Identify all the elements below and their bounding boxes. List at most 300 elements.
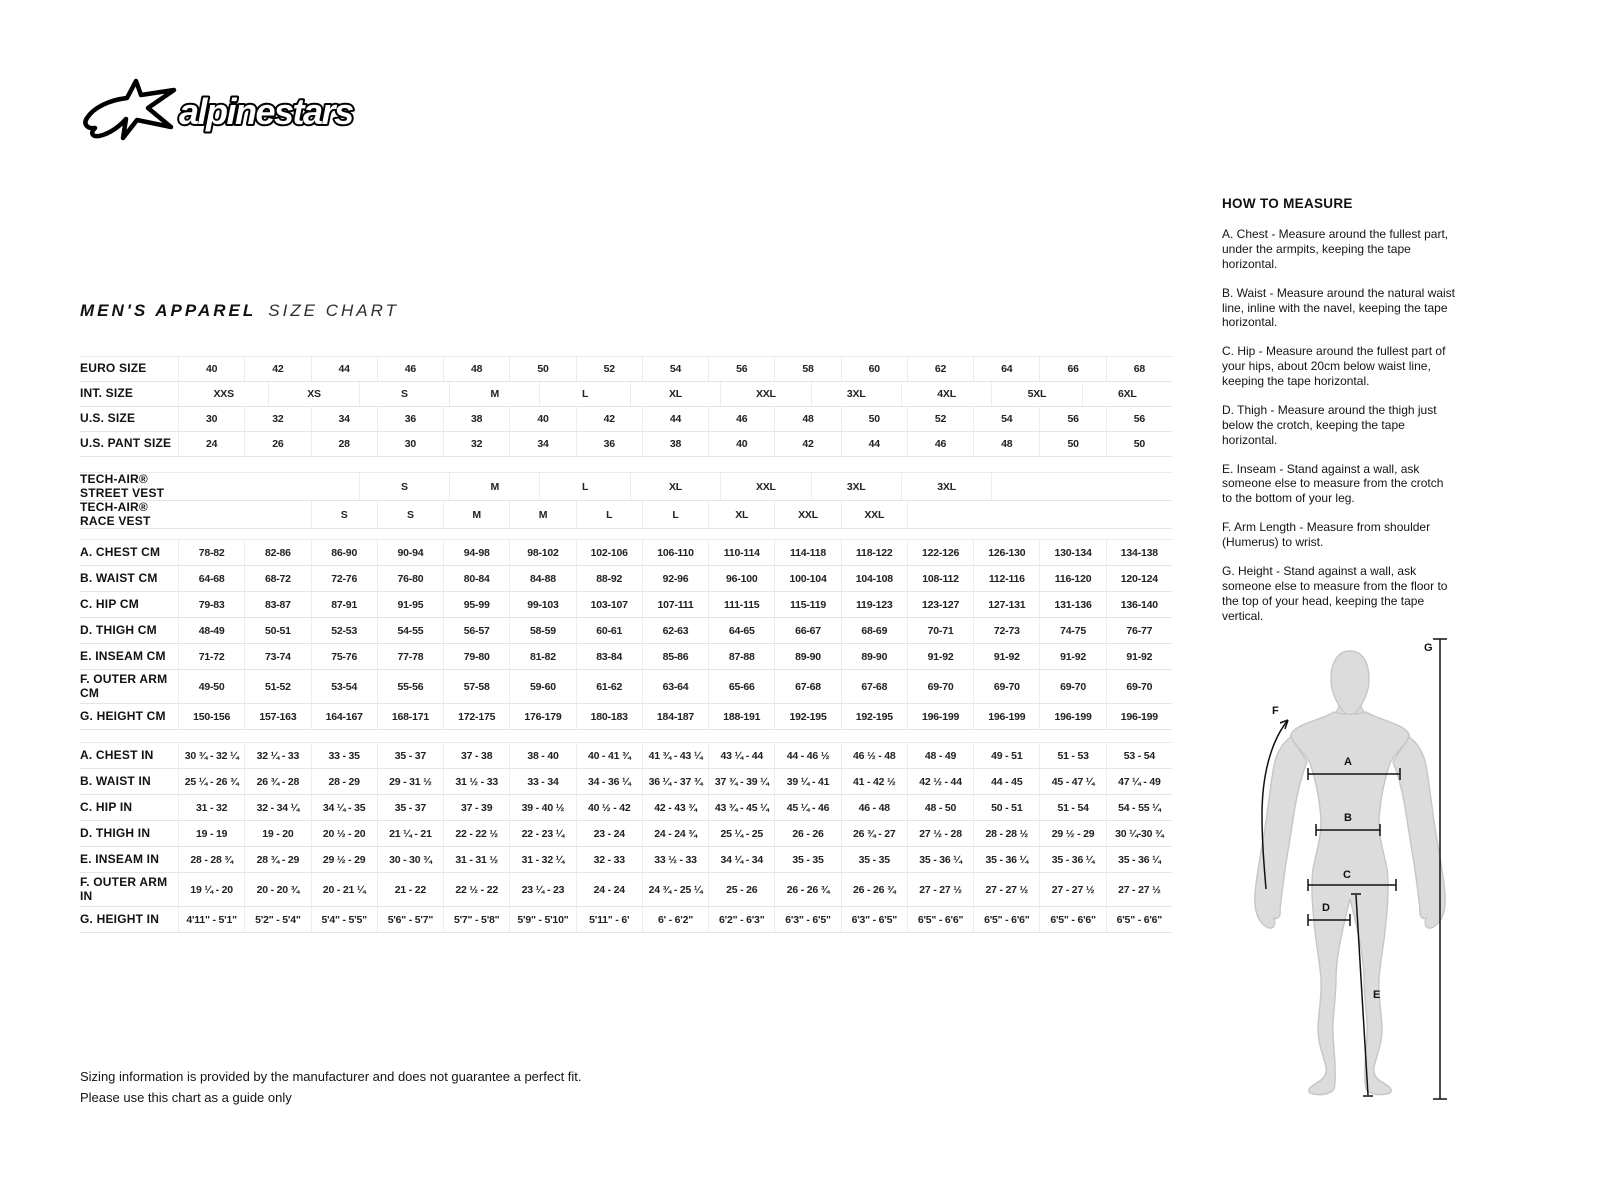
table-row-outer-arm-in: [80, 873, 1172, 907]
size-block: [80, 356, 1172, 457]
size-cell: 82-86: [244, 540, 310, 565]
in-measurements-block: [80, 742, 1172, 933]
size-cell: 43 ¼ - 44: [708, 743, 774, 768]
size-cell: 56: [1039, 407, 1105, 431]
size-cell: 68-72: [244, 566, 310, 591]
size-cell: 56: [1106, 407, 1172, 431]
row-label: D. THIGH IN: [80, 825, 151, 840]
size-cell: [1082, 473, 1172, 500]
size-cell: 51 - 53: [1039, 743, 1105, 768]
size-cell: 180-183: [576, 704, 642, 729]
alpinestars-logo: [82, 78, 367, 147]
size-cell: 53 - 54: [1106, 743, 1172, 768]
size-cell: 26 ¾ - 28: [244, 769, 310, 794]
size-cell: 30: [377, 432, 443, 456]
table-row-thigh-cm: [80, 618, 1172, 644]
size-cell: 96-100: [708, 566, 774, 591]
size-cell: 38: [642, 432, 708, 456]
size-cell: 26 - 26: [774, 821, 840, 846]
size-cell: 30 ¼-30 ¾: [1106, 821, 1172, 846]
size-cell: 87-88: [708, 644, 774, 669]
size-cell: 30 ¾ - 32 ¼: [178, 743, 244, 768]
size-cell: 136-140: [1106, 592, 1172, 617]
measure-instruction-chest: A. Chest - Measure around the fullest part, under the armpits, keeping the tape horizontal.: [1222, 227, 1449, 271]
size-cell: 192-195: [774, 704, 840, 729]
size-cell: 25 ¼ - 25: [708, 821, 774, 846]
size-cell: [244, 501, 310, 528]
size-cell: 36 ¼ - 37 ¾: [642, 769, 708, 794]
size-cell: 28 - 28 ¾: [178, 847, 244, 872]
size-cell: 35 - 37: [377, 743, 443, 768]
size-cell: 83-87: [244, 592, 310, 617]
size-cell: 5'7" - 5'8": [443, 907, 509, 932]
alpinestars-logo-text: alpinestars: [179, 91, 353, 132]
size-cell: 31 - 31 ½: [443, 847, 509, 872]
measure-instruction-inseam: E. Inseam - Stand against a wall, ask someone else to measure from the crotch to the bottom of your leg.: [1222, 461, 1444, 506]
size-cell: 28 ¾ - 29: [244, 847, 310, 872]
size-cell: 40 - 41 ¾: [576, 743, 642, 768]
size-cell: 32: [244, 407, 310, 431]
size-cell: 71-72: [178, 644, 244, 669]
size-cell: XS: [268, 382, 358, 406]
size-cell: 114-118: [774, 540, 840, 565]
size-cell: 196-199: [1106, 704, 1172, 729]
row-label: G. HEIGHT CM: [80, 708, 166, 723]
size-cell: S: [359, 382, 449, 406]
size-cell: XL: [630, 382, 720, 406]
size-cell: 92-96: [642, 566, 708, 591]
size-cell: 119-123: [841, 592, 907, 617]
size-cell: 35 - 36 ¼: [1039, 847, 1105, 872]
size-cell: 46: [907, 432, 973, 456]
size-cell: 56-57: [443, 618, 509, 643]
size-cell: 27 - 27 ½: [1106, 873, 1172, 906]
size-cell: 99-103: [509, 592, 575, 617]
measurement-figure: [1228, 623, 1458, 1113]
size-cell: 53-54: [311, 670, 377, 703]
size-cell: 3XL: [811, 382, 901, 406]
size-cell: XXL: [720, 382, 810, 406]
size-cell: 29 ½ - 29: [311, 847, 377, 872]
size-cell: S: [311, 501, 377, 528]
size-cell: 67-68: [841, 670, 907, 703]
size-cell: 59-60: [509, 670, 575, 703]
size-cell: 150-156: [178, 704, 244, 729]
size-cell: 62: [907, 357, 973, 381]
size-cell: 32 ¼ - 33: [244, 743, 310, 768]
size-cell: 4'11" - 5'1": [178, 907, 244, 932]
size-cell: 51-52: [244, 670, 310, 703]
size-cell: [1106, 501, 1172, 528]
size-cell: 192-195: [841, 704, 907, 729]
size-cell: M: [509, 501, 575, 528]
size-cell: S: [377, 501, 443, 528]
size-cell: L: [539, 382, 629, 406]
size-cell: 83-84: [576, 644, 642, 669]
size-cell: 54: [973, 407, 1039, 431]
size-cell: 35 - 35: [774, 847, 840, 872]
size-cell: 24 ¾ - 25 ¼: [642, 873, 708, 906]
size-cell: 196-199: [973, 704, 1039, 729]
size-cell: 34: [509, 432, 575, 456]
size-cell: 64: [973, 357, 1039, 381]
size-cell: 24 - 24: [576, 873, 642, 906]
size-cell: 38: [443, 407, 509, 431]
size-cell: 58-59: [509, 618, 575, 643]
size-cell: 42: [244, 357, 310, 381]
size-cell: 48 - 50: [907, 795, 973, 820]
size-cell: 29 - 31 ½: [377, 769, 443, 794]
size-cell: 31 - 32 ¼: [509, 847, 575, 872]
size-cell: 38 - 40: [509, 743, 575, 768]
page-title: [80, 301, 399, 321]
size-cell: 24: [178, 432, 244, 456]
size-cell: 63-64: [642, 670, 708, 703]
size-cell: 66-67: [774, 618, 840, 643]
size-cell: 172-175: [443, 704, 509, 729]
size-cell: 91-92: [973, 644, 1039, 669]
size-cell: 157-163: [244, 704, 310, 729]
size-cell: 50: [1039, 432, 1105, 456]
size-cell: 88-92: [576, 566, 642, 591]
figure-label-waist: B: [1344, 812, 1352, 824]
size-cell: 20 - 20 ¾: [244, 873, 310, 906]
row-label: F. OUTER ARM IN: [80, 875, 168, 903]
size-cell: 20 ½ - 20: [311, 821, 377, 846]
size-cell: 81-82: [509, 644, 575, 669]
size-cell: 70-71: [907, 618, 973, 643]
size-cell: [178, 501, 244, 528]
size-cell: 40: [178, 357, 244, 381]
size-cell: 27 - 27 ½: [1039, 873, 1105, 906]
size-cell: 35 - 36 ¼: [907, 847, 973, 872]
size-cell: 65-66: [708, 670, 774, 703]
row-label: TECH-AIR® STREET VEST: [80, 472, 165, 500]
size-cell: 52-53: [311, 618, 377, 643]
size-cell: 22 - 22 ½: [443, 821, 509, 846]
size-cell: XXL: [774, 501, 840, 528]
table-row-height-cm: [80, 704, 1172, 730]
row-label: EURO SIZE: [80, 361, 147, 376]
row-label: A. CHEST IN: [80, 747, 154, 762]
size-cell: XXS: [178, 382, 268, 406]
size-cell: 164-167: [311, 704, 377, 729]
size-cell: 72-73: [973, 618, 1039, 643]
size-cell: 84-88: [509, 566, 575, 591]
size-cell: 31 - 32: [178, 795, 244, 820]
tech-air-block: [80, 472, 1172, 529]
size-cell: 4XL: [901, 382, 991, 406]
size-cell: 104-108: [841, 566, 907, 591]
size-cell: 44 - 45: [973, 769, 1039, 794]
size-cell: 44: [642, 407, 708, 431]
size-cell: 6'3" - 6'5": [841, 907, 907, 932]
size-cell: 46: [377, 357, 443, 381]
table-row-waist-in: [80, 769, 1172, 795]
size-cell: 85-86: [642, 644, 708, 669]
size-cell: 196-199: [907, 704, 973, 729]
table-row-inseam-cm: [80, 644, 1172, 670]
size-chart-table: [80, 356, 1172, 933]
size-cell: 5XL: [991, 382, 1081, 406]
size-cell: [991, 473, 1081, 500]
size-cell: 90-94: [377, 540, 443, 565]
size-cell: 35 - 36 ¼: [1106, 847, 1172, 872]
size-cell: 72-76: [311, 566, 377, 591]
size-cell: [268, 473, 358, 500]
size-cell: XXL: [720, 473, 810, 500]
table-row-chest-cm: [80, 540, 1172, 566]
table-row-us-size: [80, 407, 1172, 432]
size-cell: 23 ¼ - 23: [509, 873, 575, 906]
size-cell: 6'5" - 6'6": [1106, 907, 1172, 932]
size-cell: 61-62: [576, 670, 642, 703]
row-label: U.S. SIZE: [80, 411, 136, 426]
size-cell: 42: [576, 407, 642, 431]
table-row-waist-cm: [80, 566, 1172, 592]
size-cell: 6'3" - 6'5": [774, 907, 840, 932]
size-cell: 69-70: [1106, 670, 1172, 703]
size-cell: 37 - 38: [443, 743, 509, 768]
size-cell: 56: [708, 357, 774, 381]
size-cell: 102-106: [576, 540, 642, 565]
row-label: B. WAIST IN: [80, 773, 151, 788]
size-cell: 39 ¼ - 41: [774, 769, 840, 794]
size-cell: 32 - 34 ¼: [244, 795, 310, 820]
size-cell: S: [359, 473, 449, 500]
size-cell: 42 - 43 ¾: [642, 795, 708, 820]
size-cell: 25 - 26: [708, 873, 774, 906]
size-cell: 23 - 24: [576, 821, 642, 846]
size-cell: 68: [1106, 357, 1172, 381]
size-cell: 32: [443, 432, 509, 456]
size-cell: 34 - 36 ¼: [576, 769, 642, 794]
size-cell: 91-95: [377, 592, 443, 617]
row-label: C. HIP IN: [80, 799, 133, 814]
size-cell: 68-69: [841, 618, 907, 643]
size-cell: 48: [443, 357, 509, 381]
measure-instruction-thigh: D. Thigh - Measure around the thigh just below the crotch, keeping the tape horizontal.: [1222, 402, 1437, 447]
size-cell: 39 - 40 ½: [509, 795, 575, 820]
size-cell: [1039, 501, 1105, 528]
size-cell: 24 - 24 ¾: [642, 821, 708, 846]
page-title-sub: SIZE CHART: [268, 301, 399, 320]
size-cell: 127-131: [973, 592, 1039, 617]
size-cell: L: [642, 501, 708, 528]
size-cell: 3XL: [811, 473, 901, 500]
row-label: U.S. PANT SIZE: [80, 436, 172, 451]
size-cell: 19 - 19: [178, 821, 244, 846]
size-cell: 27 ½ - 28: [907, 821, 973, 846]
size-cell: 176-179: [509, 704, 575, 729]
size-cell: 48: [973, 432, 1039, 456]
size-cell: 33 ½ - 33: [642, 847, 708, 872]
size-cell: 35 - 35: [841, 847, 907, 872]
size-cell: 108-112: [907, 566, 973, 591]
table-row-outer-arm-cm: [80, 670, 1172, 704]
alpinestars-star-icon: [85, 81, 174, 138]
size-cell: 26: [244, 432, 310, 456]
size-cell: 42: [774, 432, 840, 456]
size-cell: 5'4" - 5'5": [311, 907, 377, 932]
size-cell: 44: [311, 357, 377, 381]
figure-label-chest: A: [1344, 756, 1352, 768]
alpinestars-logo-graphic: [82, 78, 367, 142]
measure-instruction-hip: C. Hip - Measure around the fullest part of your hips, about 20cm below waist line, keeping the tape horizontal.: [1222, 344, 1446, 388]
size-cell: 28: [311, 432, 377, 456]
size-cell: 27 - 27 ½: [907, 873, 973, 906]
size-cell: 80-84: [443, 566, 509, 591]
size-cell: 5'11" - 6': [576, 907, 642, 932]
size-cell: 62-63: [642, 618, 708, 643]
row-label: E. INSEAM IN: [80, 851, 160, 866]
cm-measurements-block: [80, 539, 1172, 730]
size-cell: 168-171: [377, 704, 443, 729]
size-cell: 50: [509, 357, 575, 381]
size-cell: 123-127: [907, 592, 973, 617]
size-cell: 106-110: [642, 540, 708, 565]
size-cell: 130-134: [1039, 540, 1105, 565]
size-cell: 49-50: [178, 670, 244, 703]
size-cell: 29 ½ - 29: [1039, 821, 1105, 846]
size-cell: XXL: [841, 501, 907, 528]
size-cell: 54-55: [377, 618, 443, 643]
size-cell: 89-90: [841, 644, 907, 669]
size-cell: 3XL: [901, 473, 991, 500]
body-head: [1331, 651, 1369, 715]
size-cell: 49 - 51: [973, 743, 1039, 768]
size-cell: 69-70: [907, 670, 973, 703]
body-diagram: [1228, 623, 1458, 1108]
size-cell: 115-119: [774, 592, 840, 617]
size-cell: 103-107: [576, 592, 642, 617]
size-cell: 60: [841, 357, 907, 381]
size-cell: 110-114: [708, 540, 774, 565]
size-cell: 79-83: [178, 592, 244, 617]
size-cell: 5'2" - 5'4": [244, 907, 310, 932]
size-cell: 75-76: [311, 644, 377, 669]
size-cell: 51 - 54: [1039, 795, 1105, 820]
size-cell: 5'6" - 5'7": [377, 907, 443, 932]
size-cell: 126-130: [973, 540, 1039, 565]
size-cell: [907, 501, 973, 528]
size-cell: 33 - 35: [311, 743, 377, 768]
row-label: INT. SIZE: [80, 386, 134, 401]
size-cell: 48-49: [178, 618, 244, 643]
size-cell: 94-98: [443, 540, 509, 565]
table-row-street-vest: [80, 473, 1172, 501]
size-cell: 21 ¼ - 21: [377, 821, 443, 846]
size-cell: 52: [907, 407, 973, 431]
size-cell: 60-61: [576, 618, 642, 643]
size-cell: 196-199: [1039, 704, 1105, 729]
row-label: A. CHEST CM: [80, 544, 161, 559]
size-cell: 42 ½ - 44: [907, 769, 973, 794]
size-cell: 37 - 39: [443, 795, 509, 820]
size-cell: M: [443, 501, 509, 528]
size-cell: 55-56: [377, 670, 443, 703]
size-cell: M: [449, 382, 539, 406]
page-title-main: MEN'S APPAREL: [80, 301, 257, 320]
row-label: G. HEIGHT IN: [80, 911, 160, 926]
size-cell: 19 - 20: [244, 821, 310, 846]
table-row-us-pant-size: [80, 432, 1172, 457]
size-cell: 50-51: [244, 618, 310, 643]
size-cell: 120-124: [1106, 566, 1172, 591]
size-cell: 41 ¾ - 43 ¼: [642, 743, 708, 768]
table-row-inseam-in: [80, 847, 1172, 873]
size-cell: 47 ¼ - 49: [1106, 769, 1172, 794]
figure-label-height: G: [1424, 642, 1433, 654]
size-cell: 6XL: [1082, 382, 1172, 406]
size-cell: 46 ½ - 48: [841, 743, 907, 768]
size-cell: XL: [630, 473, 720, 500]
size-cell: 64-68: [178, 566, 244, 591]
table-row-thigh-in: [80, 821, 1172, 847]
size-cell: 58: [774, 357, 840, 381]
table-row-chest-in: [80, 743, 1172, 769]
size-cell: 34: [311, 407, 377, 431]
size-cell: 64-65: [708, 618, 774, 643]
size-cell: 40: [509, 407, 575, 431]
size-cell: 6'2" - 6'3": [708, 907, 774, 932]
row-label: B. WAIST CM: [80, 570, 158, 585]
size-cell: 86-90: [311, 540, 377, 565]
size-cell: 21 - 22: [377, 873, 443, 906]
size-cell: 40 ½ - 42: [576, 795, 642, 820]
size-cell: 44 - 46 ½: [774, 743, 840, 768]
size-cell: 54: [642, 357, 708, 381]
size-cell: 36: [377, 407, 443, 431]
size-cell: 74-75: [1039, 618, 1105, 643]
size-cell: 35 - 37: [377, 795, 443, 820]
size-cell: 43 ¾ - 45 ¼: [708, 795, 774, 820]
size-cell: 46: [708, 407, 774, 431]
size-cell: 91-92: [1106, 644, 1172, 669]
size-cell: [973, 501, 1039, 528]
size-cell: 111-115: [708, 592, 774, 617]
size-cell: 95-99: [443, 592, 509, 617]
table-row-hip-cm: [80, 592, 1172, 618]
size-cell: 35 - 36 ¼: [973, 847, 1039, 872]
size-cell: 188-191: [708, 704, 774, 729]
size-cell: 46 - 48: [841, 795, 907, 820]
row-label: D. THIGH CM: [80, 622, 157, 637]
disclaimer-line-2: Please use this chart as a guide only: [80, 1090, 292, 1106]
disclaimer-line-1: Sizing information is provided by the manufacturer and does not guarantee a perfect fit.: [80, 1069, 582, 1084]
size-cell: 22 - 23 ¼: [509, 821, 575, 846]
measure-instruction-waist: B. Waist - Measure around the natural waist line, inline with the navel, keeping the tape horizontal.: [1222, 285, 1455, 330]
size-cell: 30: [178, 407, 244, 431]
row-label: TECH-AIR® RACE VEST: [80, 500, 151, 528]
size-cell: 26 - 26 ¾: [774, 873, 840, 906]
size-cell: XL: [708, 501, 774, 528]
size-cell: 98-102: [509, 540, 575, 565]
size-cell: 20 - 21 ¼: [311, 873, 377, 906]
row-label: F. OUTER ARM CM: [80, 672, 168, 700]
size-cell: 37 ¾ - 39 ¼: [708, 769, 774, 794]
size-cell: 34 ¼ - 34: [708, 847, 774, 872]
figure-label-inseam: E: [1373, 989, 1381, 1001]
size-cell: 112-116: [973, 566, 1039, 591]
size-cell: 54 - 55 ¼: [1106, 795, 1172, 820]
size-cell: 50: [841, 407, 907, 431]
size-cell: 6'5" - 6'6": [973, 907, 1039, 932]
measure-instruction-height: G. Height - Stand against a wall, ask someone else to measure from the floor to the top of your head, keeping the tape vertical.: [1222, 563, 1448, 623]
size-cell: 91-92: [1039, 644, 1105, 669]
size-cell: 87-91: [311, 592, 377, 617]
size-cell: 52: [576, 357, 642, 381]
